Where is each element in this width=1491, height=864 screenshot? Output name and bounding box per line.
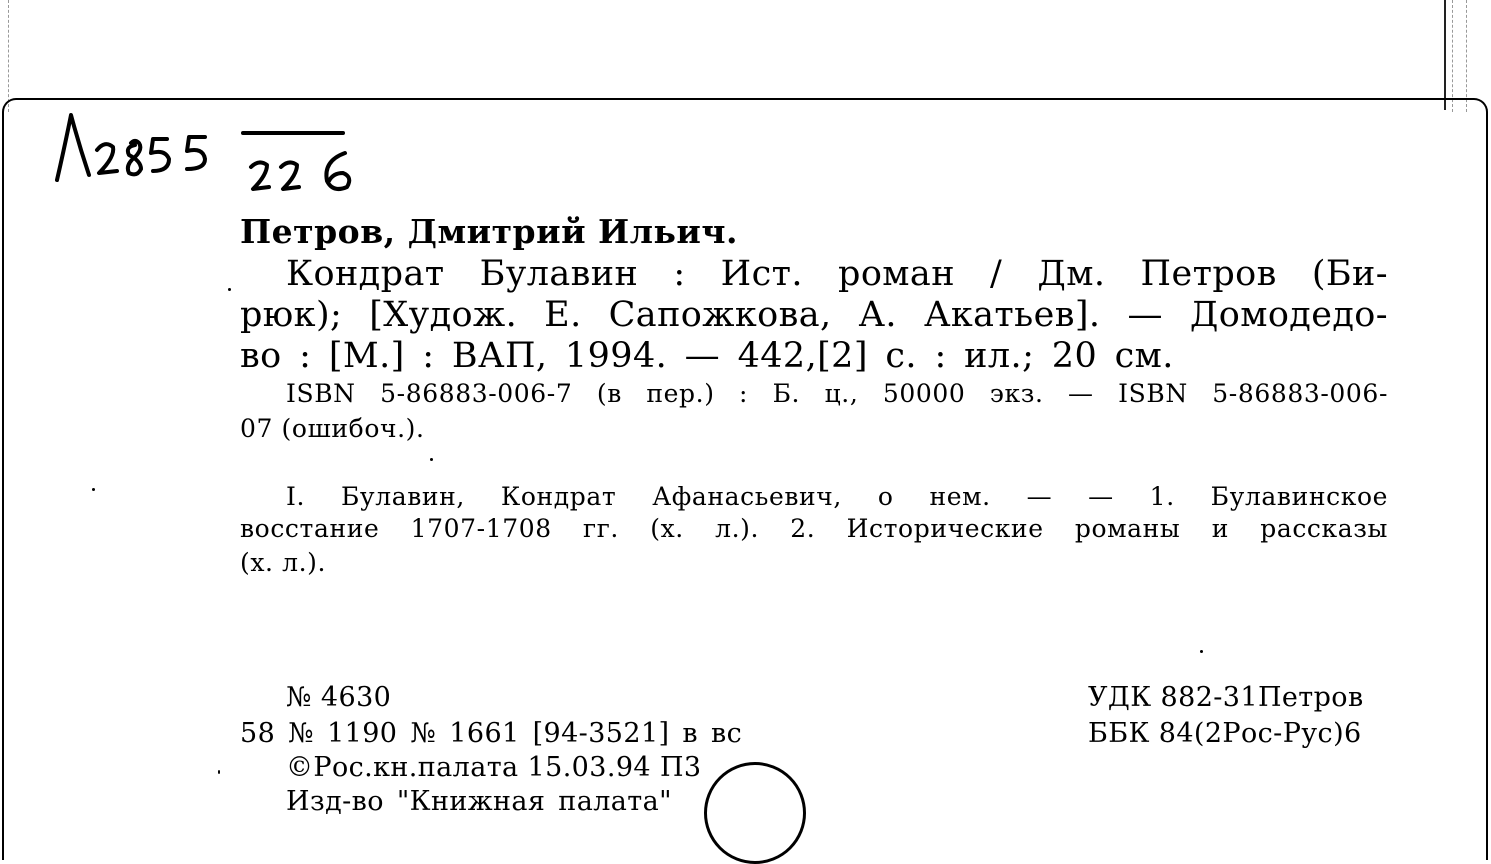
stamp-circle [704,762,806,864]
scan-speck [228,288,231,291]
bbk-code: ББК 84(2Рос-Рус)6 [1088,718,1362,749]
scan-speck [430,458,433,461]
record-number: № 4630 [286,682,392,713]
margin-guide-left [8,0,9,112]
title-line-2: рюк); [Худож. Е. Сапожкова, А. Акатьев]. — Домодедо- [240,295,1388,335]
publisher-line: Изд-во "Книжная палата" [286,786,672,817]
subject-line-1: I. Булавин, Кондрат Афанасьевич, о нем. — — 1. Булавинское [286,482,1388,511]
subject-line-3: (х. л.). [240,548,327,577]
margin-guide-right [1444,0,1446,110]
scan-speck [218,770,220,774]
udk-code: УДК 882-31Петров [1088,682,1364,713]
copyright-line: ©Рос.кн.палата 15.03.94 П3 [286,752,702,783]
margin-guide-right-2 [1452,0,1453,112]
margin-guide-right-3 [1466,0,1467,112]
handwritten-shelf-mark [55,105,385,200]
author-heading: Петров, Дмитрий Ильич. [240,212,739,251]
isbn-line-1: ISBN 5-86883-006-7 (в пер.) : Б. ц., 50000 экз. — ISBN 5-86883-006- [286,379,1388,408]
scan-speck [92,488,95,491]
subject-line-2: восстание 1707-1708 гг. (х. л.). 2. Исторические романы и рассказы [240,514,1388,543]
title-line-1: Кондрат Булавин : Ист. роман / Дм. Петров (Би- [286,254,1388,294]
scan-speck [1200,650,1203,653]
title-line-3: во : [М.] : ВАП, 1994. — 442,[2] с. : ил.; 20 см. [240,336,1174,376]
isbn-line-2: 07 (ошибоч.). [240,414,425,443]
registration-numbers: 58 № 1190 № 1661 [94-3521] в вс [240,718,743,749]
